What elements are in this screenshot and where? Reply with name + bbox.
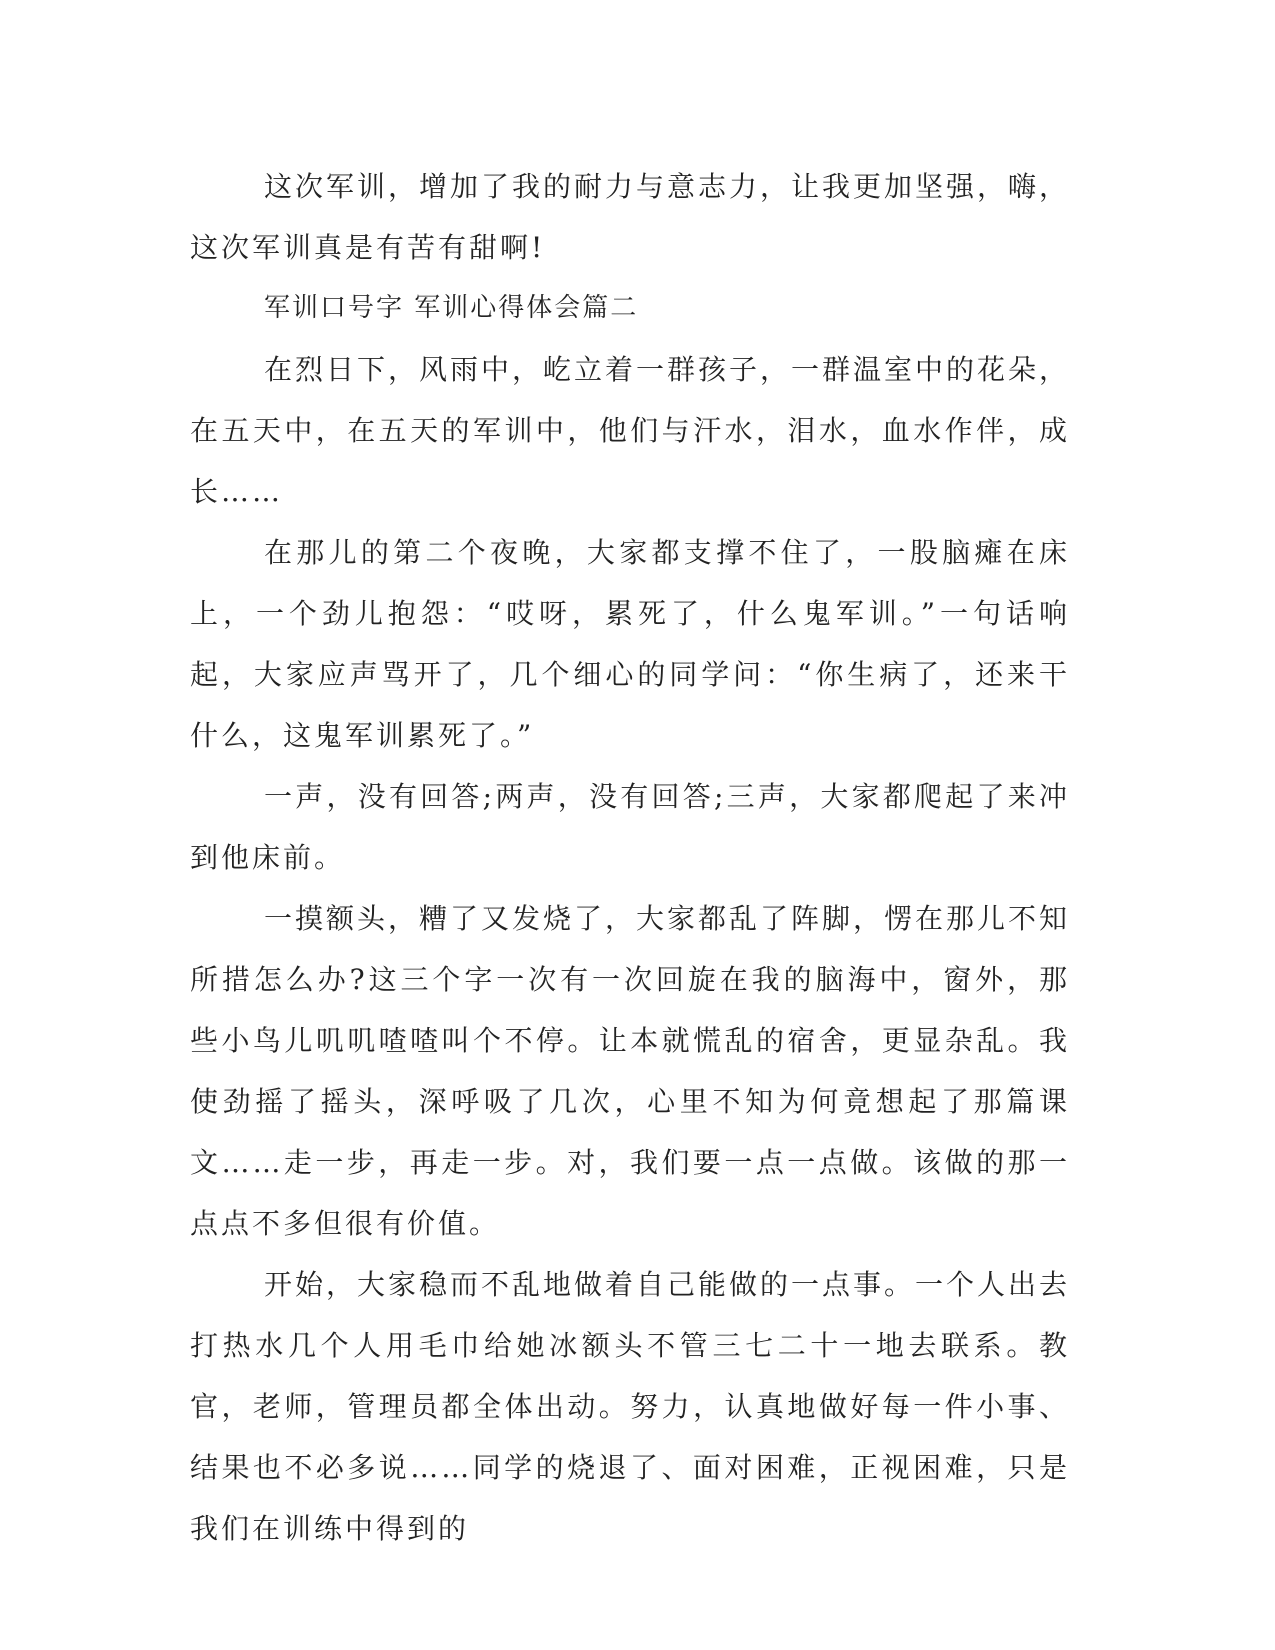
paragraph-3: 在那儿的第二个夜晚，大家都支撑不住了，一股脑瘫在床上，一个劲儿抱怨：“哎呀，累死了，什么鬼军训。”一句话响起，大家应声骂开了，几个细心的同学问：“你生病了，还来干什么，这鬼军训累死了。” (190, 536, 1070, 752)
paragraph-5: 一摸额头，糟了又发烧了，大家都乱了阵脚，愣在那儿不知所措怎么办?这三个字一次有一次回旋在我的脑海中，窗外，那些小鸟儿叽叽喳喳叫个不停。让本就慌乱的宿舍，更显杂乱。我使劲摇了摇头，深呼吸了几次，心里不知为何竟想起了那篇课文……走一步，再走一步。对，我们要一点一点做。该做的那一点点不多但很有价值。 (190, 902, 1071, 1240)
document-body (190, 156, 1070, 1559)
paragraph-4: 一声，没有回答;两声，没有回答;三声，大家都爬起了来冲到他床前。 (190, 780, 1070, 874)
paragraph-6: 开始，大家稳而不乱地做着自己能做的一点事。一个人出去打热水几个人用毛巾给她冰额头不管三七二十一地去联系。教官，老师，管理员都全体出动。努力，认真地做好每一件小事、结果也不必多说……同学的烧退了、面对困难，正视困难，只是我们在训练中得到的 (190, 1268, 1071, 1545)
paragraph-1: 这次军训，增加了我的耐力与意志力，让我更加坚强，嗨，这次军训真是有苦有甜啊! (190, 170, 1071, 264)
section-heading: 军训口号字 军训心得体会篇二 (264, 293, 639, 323)
paragraph-2: 在烈日下，风雨中，屹立着一群孩子，一群温室中的花朵，在五天中，在五天的军训中，他们与汗水，泪水，血水作伴，成长…… (190, 353, 1071, 508)
